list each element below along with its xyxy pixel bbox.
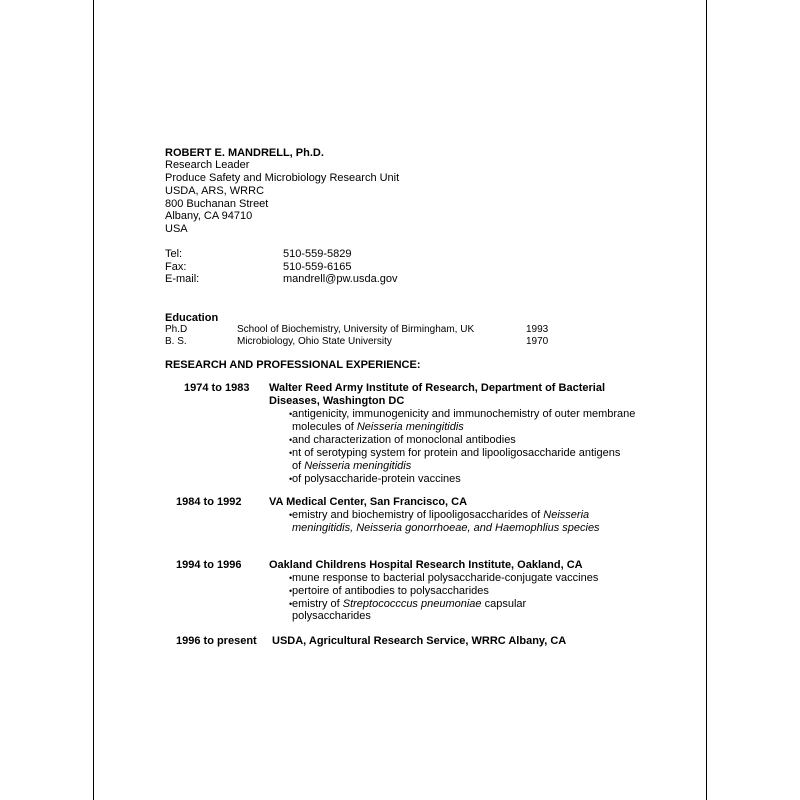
entry-line: of polysaccharide-protein vaccines [292,473,461,485]
entry-line: molecules of Neisseria meningitidis [292,421,464,433]
entry-line: pertoire of antibodies to polysaccharides [292,585,489,597]
person-name: ROBERT E. MANDRELL, Ph.D. [165,147,324,159]
entry-line: of Neisseria meningitidis [292,460,412,472]
edu-degree: B. S. [165,336,187,347]
street-address: 800 Buchanan Street [165,198,269,210]
entry-org-cont: Diseases, Washington DC [269,395,405,407]
tel-label: Tel: [165,248,183,260]
education-heading: Education [165,312,219,324]
email-label: E-mail: [165,273,200,285]
edu-degree: Ph.D [165,324,188,335]
entry-years: 1974 to 1983 [184,382,250,394]
bullet-icon: • [289,474,293,484]
edu-school: Microbiology, Ohio State University [237,336,392,347]
edu-school: School of Biochemistry, University of Birmingham, UK [237,324,475,335]
bullet-icon: • [289,448,293,458]
experience-heading: RESEARCH AND PROFESSIONAL EXPERIENCE: [165,359,421,371]
bullet-icon: • [289,586,293,596]
entry-org: Oakland Childrens Hospital Research Institute, Oakland, CA [269,559,583,571]
entry-line: meningitidis, Neisseria gonorrhoeae, and Haemophlius species [292,522,600,534]
unit-name: Produce Safety and Microbiology Research Unit [165,172,400,184]
entry-years: 1984 to 1992 [176,496,242,508]
entry-line: emistry and biochemistry of lipooligosaccharides of Neisseria [292,509,590,521]
bullet-icon: • [289,409,293,419]
entry-line: emistry of Streptococccus pneumoniae capsular [292,598,527,610]
bullet-icon: • [289,435,293,445]
bullet-icon: • [289,510,293,520]
entry-years: 1996 to present [176,635,257,647]
edu-year: 1970 [526,336,549,347]
country: USA [165,223,188,235]
entry-line: polysaccharides [292,610,371,622]
bullet-icon: • [289,599,293,609]
bullet-icon: • [289,573,293,583]
entry-org: USDA, Agricultural Research Service, WRRC Albany, CA [272,635,567,647]
edu-year: 1993 [526,324,549,335]
organization: USDA, ARS, WRRC [165,185,265,197]
fax-value: 510-559-6165 [283,261,352,273]
entry-org: VA Medical Center, San Francisco, CA [269,496,468,508]
entry-line: and characterization of monoclonal antibodies [292,434,516,446]
entry-line: antigenicity, immunogenicity and immunochemistry of outer membrane [292,408,636,420]
tel-value: 510-559-5829 [283,248,352,260]
entry-org: Walter Reed Army Institute of Research, Department of Bacterial [269,382,605,394]
fax-label: Fax: [165,261,187,273]
job-title: Research Leader [165,159,250,171]
entry-line: nt of serotyping system for protein and lipooligosaccharide antigens [292,447,621,459]
email-value: mandrell@pw.usda.gov [283,273,398,285]
city-address: Albany, CA 94710 [165,210,253,222]
entry-line: mune response to bacterial polysaccharide-conjugate vaccines [292,572,599,584]
entry-years: 1994 to 1996 [176,559,242,571]
